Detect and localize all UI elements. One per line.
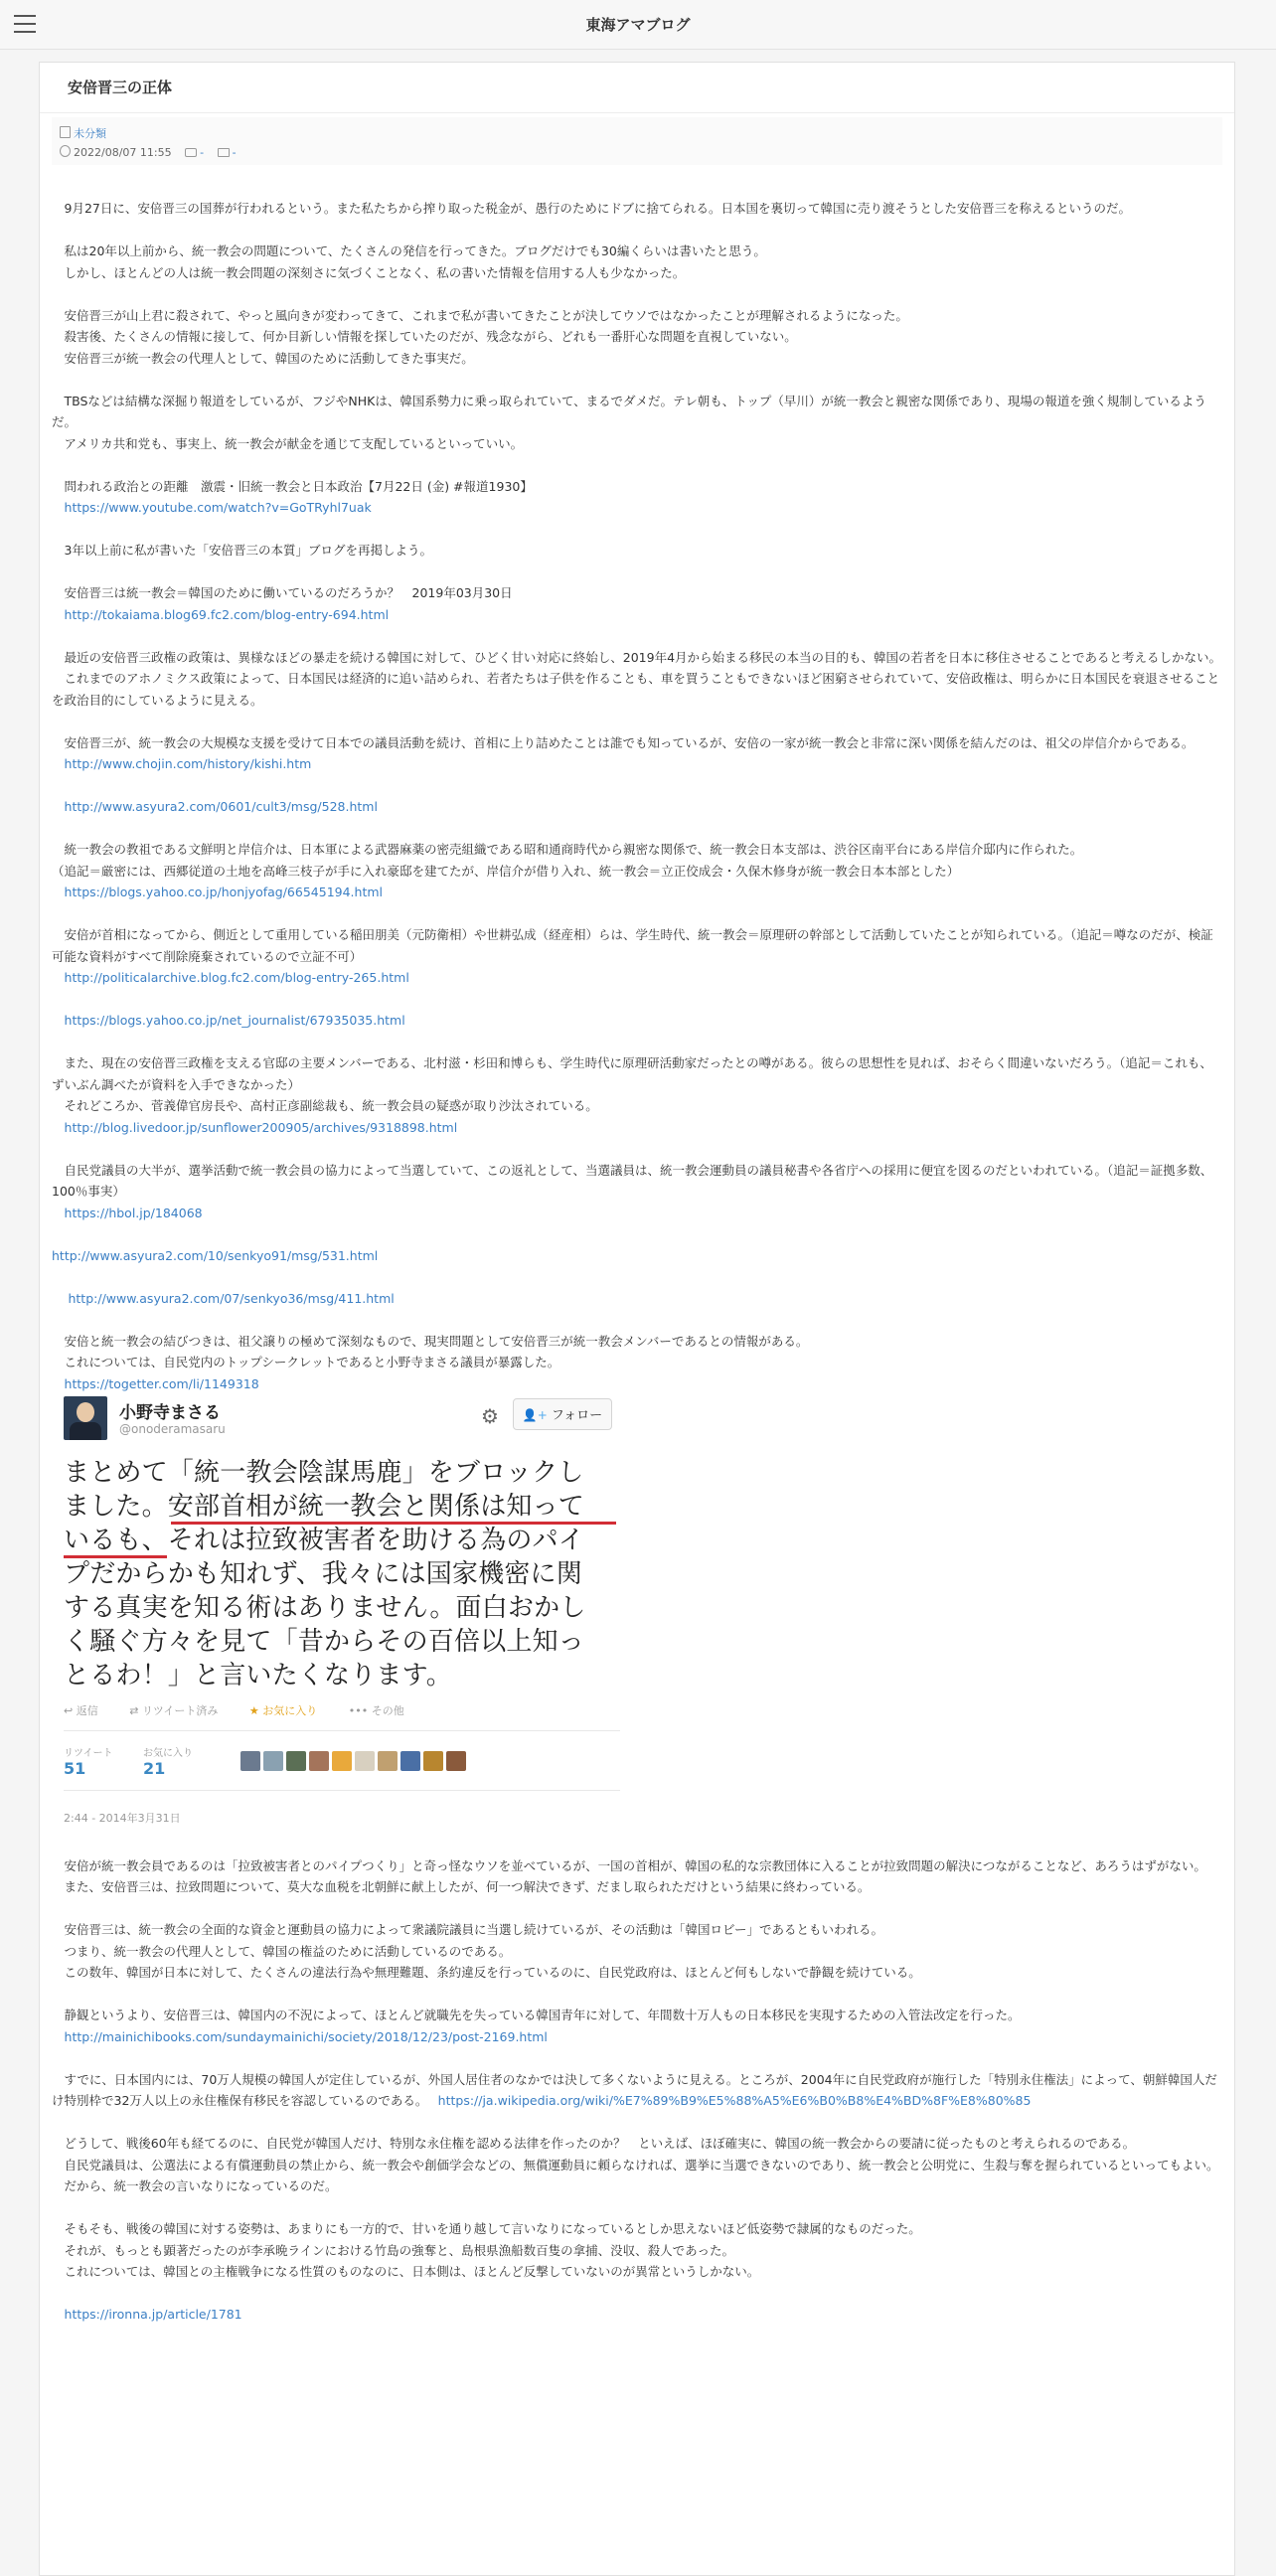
paragraph: だから、統一教会の言いなりになっているのだ。 [52,2178,338,2193]
link-asyura-senkyo91[interactable]: http://www.asyura2.com/10/senkyo91/msg/531.html [52,1247,379,1263]
paragraph: それどころか、菅義偉官房長や、高村正彦副総裁も、統一教会員の疑惑が取り沙汰されている。 [52,1098,598,1113]
follow-person-icon: 👤+ [522,1408,548,1422]
paragraph: すでに、日本国内には、70万人規模の韓国人が定住しているが、外国人居住者のなかでは決して多くないように見える。ところが、2004年に自民党政府が施行した「特別永住権法」によって、朝鮮韓国人だけ特別枠で32万人以上の永住権保有移民を容認しているのである。 https://ja.wikipedia.org/wiki/%E7%89%B9%E5%88%A5%E6%B0%B8%E4%BD%8F%E8%80%85 [52,2071,1217,2108]
paragraph: それが、もっとも顕著だったのが李承晩ラインにおける竹島の強奪と、島根県漁船数百隻の拿捕、没収、殺人であった。 [52,2242,735,2258]
trackback-count[interactable]: - [232,146,237,159]
paragraph: また、安倍晋三は、拉致問題について、莫大な血税を北朝鮮に献上したが、何一つ解決できず、だまし取られただけという結果に終わっている。 [52,1879,871,1894]
top-bar [0,0,1276,50]
link-political-archive[interactable]: http://politicalarchive.blog.fc2.com/blog-entry-265.html [64,970,409,985]
paragraph: 静観というより、安倍晋三は、韓国内の不況によって、ほとんど就職先を失っている韓国青年に対して、年間数十万人もの日本移民を実現するための入管法改定を行った。 [52,2008,1021,2022]
paragraph: つまり、統一教会の代理人として、韓国の権益のために活動しているのである。 [52,1943,512,1959]
link-hbol[interactable]: https://hbol.jp/184068 [64,1205,203,1220]
paragraph: また、現在の安倍晋三政権を支える官邸の主要メンバーである、北村滋・杉田和博らも、学生時代に原理研活動家だったとの噂がある。彼らの思想性を見れば、おそらく間違いないだろう。（追記＝これも、ずいぶん調べたが資料を入手できなかった） [52,1055,1212,1092]
paragraph: 安倍晋三が統一教会の代理人として、韓国のために活動してきた事実だ。 [52,350,474,366]
site-title[interactable]: 東海アマブログ [585,16,691,34]
retweeter-avatar[interactable] [332,1751,352,1771]
clock-icon [60,145,71,157]
link-asyura-cult[interactable]: http://www.asyura2.com/0601/cult3/msg/528.html [64,799,378,814]
tweet-date: 2:44 - 2014年3月31日 [64,1812,181,1825]
folder-icon [60,126,71,138]
paragraph: この数年、韓国が日本に対して、たくさんの違法行為や無理難題、条約違反を行っているのに、自民党政府は、ほとんど何もしないで静観を続けている。 [52,1965,921,1980]
article-card [39,62,1235,2576]
paragraph: どうして、戦後60年も経てるのに、自民党が韓国人だけ、特別な永住権を認める法律を作ったのか？ といえば、ほぼ確実に、韓国の統一教会からの要請に従ったものと考えられるのである。 [52,2136,1136,2151]
post-title[interactable]: 安倍晋三の正体 [68,79,173,96]
post-body [52,198,1224,2326]
paragraph: 殺害後、たくさんの情報に接して、何か目新しい情報を探していたのだが、残念ながら、どれも一番肝心な問題を直視していない。 [52,329,797,344]
paragraph: 自民党議員の大半が、選挙活動で統一教会員の協力によって当選していて、この返礼として、当選議員は、統一教会運動員の議員秘書や各省庁への採用に便宜を図るのだといわれている。（追記＝証拠多数、100％事実） [52,1162,1213,1199]
post-datetime: 2022/08/07 11:55 [74,146,172,159]
follow-button[interactable]: 👤+ フォロー [513,1398,612,1430]
link-livedoor[interactable]: http://blog.livedoor.jp/sunflower200905/archives/9318898.html [64,1119,458,1135]
paragraph: 私は20年以上前から、統一教会の問題について、たくさんの発信を行ってきた。ブログだけでも30編くらいは書いたと思う。 [52,243,766,258]
paragraph: これについては、自民党内のトップシークレットであると小野寺まさる議員が暴露した。 [52,1355,560,1369]
paragraph: 安倍と統一教会の結びつきは、祖父譲りの極めて深刻なもので、現実問題として安倍晋三が統一教会メンバーであるとの情報がある。 [52,1333,809,1349]
paragraph: （追記＝厳密には、西郷従道の土地を高峰三枝子が手に入れ豪邸を建てたが、岸信介が借り入れ、統一教会＝立正佼成会・久保木修身が統一教会日本本部とした） [52,863,960,879]
reply-action[interactable]: ↩ 返信 [64,1704,98,1717]
more-action[interactable]: ••• その他 [348,1704,404,1717]
tweet-actions [64,1702,432,1718]
post-meta [52,117,1222,165]
link-yahoo-blog[interactable]: https://blogs.yahoo.co.jp/honjyofag/66545194.html [64,885,384,899]
retweeter-avatar[interactable] [263,1751,283,1771]
paragraph: 安倍晋三が、統一教会の大規模な支援を受けて日本での議員活動を続け、首相に上り詰めたことは誰でも知っているが、安倍の一家が統一教会と非常に深い関係を結んだのは、祖父の岸信介からである。 [52,734,1195,750]
avatar[interactable] [64,1396,107,1440]
link-yahoo-journalist[interactable]: https://blogs.yahoo.co.jp/net_journalist/67935035.html [64,1013,405,1028]
paragraph: 安倍が統一教会員であるのは「拉致被害者とのパイプつくり」と奇っ怪なウソを並べているが、一国の首相が、韓国の私的な宗教団体に入ることが拉致問題の解決につながることなど、あろうはずがない。 [52,1857,1206,1873]
paragraph: そもそも、戦後の韓国に対する姿勢は、あまりにも一方的で、甘いを通り越して言いなりになっているとしか思えないほど低姿勢で隷属的なものだった。 [52,2221,921,2236]
category-link[interactable]: 未分類 [74,127,106,140]
retweeter-avatar[interactable] [446,1751,466,1771]
paragraph: 安倍晋三が山上君に殺されて、やっと風向きが変わってきて、これまで私が書いてきたことが決してウソではなかったことが理解されるようになった。 [52,307,908,323]
paragraph: これまでのアホノミクス政策によって、日本国民は経済的に追い詰められ、若者たちは子供を作ることも、車を買うこともできないほど困窮させられていて、安倍政権は、明らかに日本国民を衰退させることを政治目的にしているように見える。 [52,671,1220,708]
paragraph: 統一教会の教祖である文鮮明と岸信介は、日本軍による武器麻薬の密売組織である昭和通商時代から親密な関係で、統一教会日本支部は、渋谷区南平台にある岸信介邸内に作られた。 [52,842,1083,857]
retweeter-avatar[interactable] [400,1751,420,1771]
retweeter-avatars [240,1751,469,1775]
favorite-action[interactable]: ★ お気に入り [248,1704,318,1717]
paragraph: 9月27日に、安倍晋三の国葬が行われるという。また私たちから搾り取った税金が、愚行のためにドブに捨てられる。日本国を裏切って韓国に売り渡そうとした安倍晋三を称えるというのだ。 [52,201,1131,216]
paragraph: 最近の安倍晋三政権の政策は、異様なほどの暴走を続ける韓国に対して、ひどく甘い対応に終始し、2019年4月から始まる移民の本当の目的も、韓国の若者を日本に移住させることであると考えるしかない。 [52,649,1222,665]
retweeter-avatar[interactable] [378,1751,398,1771]
retweeter-avatar[interactable] [240,1751,260,1771]
paragraph: 安倍晋三は統一教会＝韓国のために働いているのだろうか？ 2019年03月30日 [52,585,513,600]
gear-icon[interactable]: ⚙ [481,1404,499,1428]
tweet-text: まとめて「統一教会陰謀馬鹿」をブロックし ました。安部首相が統一教会と関係は知って いるも、それは拉致被害者を助ける為のパイ プだからかも知れず、我々には国家機密に関 する真実を知る術はありません。面白おかし く騒ぐ方々を見て「昔からその百倍以上知っ とるわ！」と言いたくなります。 [64,1458,586,1690]
tweet-embed [64,1396,620,1834]
retweet-count[interactable]: リツイート 51 [64,1748,113,1778]
link-wikipedia[interactable]: https://ja.wikipedia.org/wiki/%E7%89%B9%E5%88%A5%E6%B0%B8%E4%BD%8F%E8%80%85 [437,2093,1032,2108]
paragraph: 問われる政治との距離 激震・旧統一教会と日本政治【7月22日 (金) #報道1930】 [52,478,533,494]
paragraph: アメリカ共和党も、事実上、統一教会が献金を通じて支配しているといっていい。 [52,435,524,451]
link-asyura-senkyo36[interactable]: http://www.asyura2.com/07/senkyo36/msg/411.html [68,1290,395,1306]
paragraph: 安倍が首相になってから、側近として重用している稲田朋美（元防衛相）や世耕弘成（経産相）らは、学生時代、統一教会＝原理研の幹部として活動していたことが知られている。（追記＝噂なのだが、検証可能な資料がすべて削除廃棄されているので立証不可） [52,927,1213,964]
highlight-underline [171,1522,616,1525]
retweeter-avatar[interactable] [309,1751,329,1771]
paragraph: 3年以上前に私が書いた「安倍晋三の本質」ブログを再掲しよう。 [52,543,432,558]
link-blog-entry[interactable]: http://tokaiama.blog69.fc2.com/blog-entry-694.html [64,606,390,622]
post-header [40,63,1234,113]
paragraph: TBSなどは結構な深掘り報道をしているが、フジやNHKは、韓国系勢力に乗っ取られていて、まるでダメだ。テレ朝も、トップ（早川）が統一教会と親密な関係であり、現場の報道を強く規制しているようだ。 [52,393,1206,429]
link-mainichi[interactable]: http://mainichibooks.com/sundaymainichi/society/2018/12/23/post-2169.html [64,2028,548,2044]
comment-icon [185,148,197,157]
link-chojin[interactable]: http://www.chojin.com/history/kishi.htm [64,756,312,771]
tweet-author-name[interactable]: 小野寺まさる [119,1403,221,1423]
retweeter-avatar[interactable] [355,1751,375,1771]
paragraph: しかし、ほとんどの人は統一教会問題の深刻さに気づくことなく、私の書いた情報を信用する人も少なかった。 [52,264,686,280]
paragraph: 自民党議員は、公選法による有償運動員の禁止から、統一教会や創価学会などの、無償運動員に頼らなければ、選挙に当選できないのであり、統一教会と公明党に、生殺与奪を握られているといってもよい。 [52,2157,1219,2173]
trackback-icon [218,148,230,157]
link-youtube[interactable]: https://www.youtube.com/watch?v=GoTRyhl7uak [64,500,372,515]
retweeter-avatar[interactable] [423,1751,443,1771]
retweet-action[interactable]: ⇄ リツイート済み [129,1704,219,1717]
comment-count[interactable]: - [200,146,205,159]
link-togetter[interactable]: https://togetter.com/li/1149318 [64,1375,259,1391]
highlight-underline [64,1555,167,1558]
paragraph: 安倍晋三は、統一教会の全面的な資金と運動員の協力によって衆議院議員に当選し続けているが、その活動は「韓国ロビー」であるともいわれる。 [52,1922,884,1937]
link-ironna[interactable]: https://ironna.jp/article/1781 [64,2307,242,2322]
paragraph: これについては、韓国との主権戦争になる性質のものなのに、日本側は、ほとんど反撃していないのが異常というしかない。 [52,2264,760,2279]
retweeter-avatar[interactable] [286,1751,306,1771]
favorite-count[interactable]: お気に入り 21 [143,1748,193,1778]
tweet-author-handle: @onoderamasaru [119,1422,226,1436]
